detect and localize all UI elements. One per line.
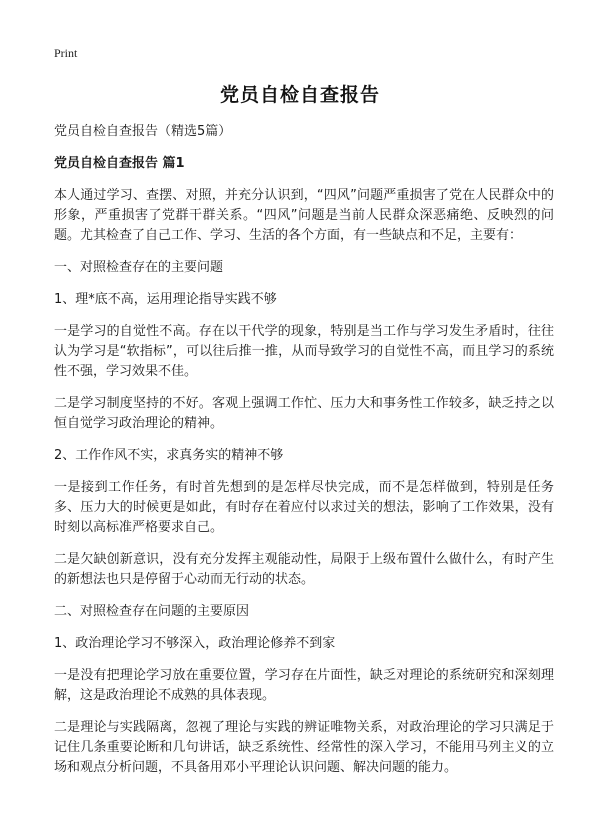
paragraph-work-tasks: 一是接到工作任务，有时首先想到的是怎样尽快完成，而不是怎样做到，特别是任务多、压力大的时候更是如此，有时存在着应付以求过关的想法，影响了工作效果，没有时刻以高标准严格要求自己。 — [54, 480, 554, 535]
subheading-theory: 1、理*底不高，运用理论指导实践不够 — [54, 292, 277, 307]
document-subtitle: 党员自检自查报告（精选5篇） — [54, 124, 232, 139]
subheading-work-style: 2、工作作风不实，求真务实的精神不够 — [54, 448, 284, 463]
paragraph-study-awareness: 一是学习的自觉性不高。存在以干代学的现象，特别是当工作与学习发生矛盾时，往往认为学习是“软指标”，可以往后推一推，从而导致学习的自觉性不高，而且学习的系统性不强，学习效果不佳。 — [54, 324, 554, 379]
print-label: Print — [54, 46, 78, 60]
document-body — [54, 122, 554, 790]
subheading-political-study: 1、政治理论学习不够深入，政治理论修养不到家 — [54, 636, 336, 651]
paragraph-theory-practice: 二是理论与实践隔离，忽视了理论与实践的辨证唯物关系，对政治理论的学习只满足于记住几条重要论断和几句讲话，缺乏系统性、经常性的深入学习，不能用马列主义的立场和观点分析问题，不具备用邓小平理论认识问题、解决问题的能力。 — [54, 720, 554, 775]
paragraph-theory-priority: 一是没有把理论学习放在重要位置，学习存在片面性，缺乏对理论的系统研究和深刻理解，这是政治理论不成熟的具体表现。 — [54, 668, 554, 703]
paragraph-intro: 本人通过学习、查摆、对照，并充分认识到，“四风”问题严重损害了党在人民群众中的形象，严重损害了党群干群关系。“四风”问题是当前人民群众深恶痛绝、反映烈的问题。尤其检查了自己工作、学习、生活的各个方面，有一些缺点和不足，主要有： — [54, 188, 554, 243]
paragraph-study-system: 二是学习制度坚持的不好。客观上强调工作忙、压力大和事务性工作较多，缺乏持之以恒自觉学习政治理论的精神。 — [54, 396, 554, 431]
paragraph-innovation: 二是欠缺创新意识，没有充分发挥主观能动性，局限于上级布置什么做什么，有时产生的新想法也只是停留于心动而无行动的状态。 — [54, 552, 554, 587]
heading-main-causes: 二、对照检查存在问题的主要原因 — [54, 604, 250, 619]
document-title: 党员自检自查报告 — [219, 84, 380, 106]
heading-main-problems: 一、对照检查存在的主要问题 — [54, 260, 224, 275]
section-title: 党员自检自查报告 篇1 — [54, 156, 185, 171]
